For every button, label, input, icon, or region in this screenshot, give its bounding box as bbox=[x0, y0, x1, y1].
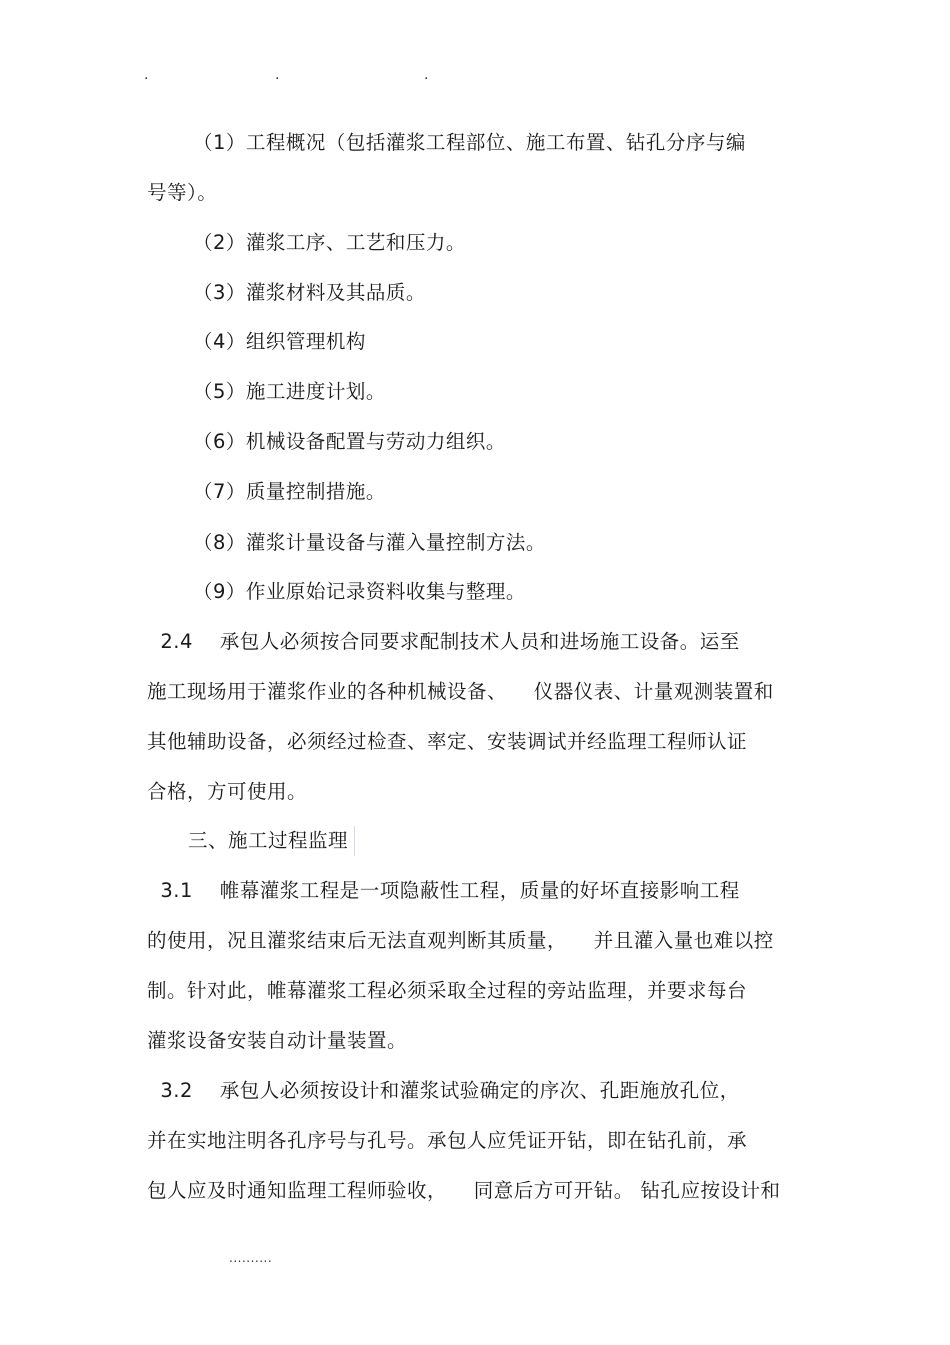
paragraph-3-2-line-2: 并在实地注明各孔序号与孔号。承包人应凭证开钻，即在钻孔前，承 bbox=[147, 1129, 748, 1152]
paragraph-3-1-line-2: 的使用，况且灌浆结束后无法直观判断其质量， 并且灌入量也难以控 bbox=[147, 929, 774, 952]
paragraph-3-1-line-1: 3.1 帷幕灌浆工程是一项隐蔽性工程，质量的好坏直接影响工程 bbox=[147, 879, 740, 902]
paragraph-3-2-line-1: 3.2 承包人必须按设计和灌浆试验确定的序次、孔距施放孔位， bbox=[147, 1079, 740, 1102]
paragraph-3-2-line-3: 包人应及时通知监理工程师验收， 同意后方可开钻。 钻孔应按设计和 bbox=[147, 1179, 781, 1202]
list-item-7: （7）质量控制措施。 bbox=[193, 480, 386, 503]
paragraph-2-4-line-4: 合格，方可使用。 bbox=[147, 780, 308, 803]
header-dot: . bbox=[424, 67, 429, 83]
list-item-1: （1）工程概况（包括灌浆工程部位、施工布置、钻孔分序与编 bbox=[193, 131, 746, 154]
list-item-2: （2）灌浆工序、工艺和压力。 bbox=[193, 231, 466, 254]
header-dot: . bbox=[144, 67, 149, 83]
list-item-9: （9）作业原始记录资料收集与整理。 bbox=[193, 580, 526, 603]
section-heading: 三、施工过程监理 bbox=[182, 826, 355, 856]
list-item-8: （8）灌浆计量设备与灌入量控制方法。 bbox=[193, 531, 546, 554]
paragraph-2-4-line-1: 2.4 承包人必须按合同要求配制技术人员和进场施工设备。运至 bbox=[147, 630, 740, 653]
list-item-1-continuation: 号等）。 bbox=[147, 181, 218, 204]
paragraph-2-4-line-3: 其他辅助设备，必须经过检查、率定、安装调试并经监理工程师认证 bbox=[147, 730, 748, 753]
paragraph-2-4-line-2: 施工现场用于灌浆作业的各种机械设备、 仪器仪表、计量观测装置和 bbox=[147, 680, 774, 703]
footer-dots: .......... bbox=[229, 1251, 273, 1265]
list-item-5: （5）施工进度计划。 bbox=[193, 380, 386, 403]
list-item-3: （3）灌浆材料及其品质。 bbox=[193, 281, 426, 304]
list-item-4: （4）组织管理机构 bbox=[193, 330, 366, 353]
list-item-6: （6）机械设备配置与劳动力组织。 bbox=[193, 430, 506, 453]
paragraph-3-1-line-4: 灌浆设备安装自动计量装置。 bbox=[147, 1029, 408, 1052]
header-dot: . bbox=[275, 67, 280, 83]
paragraph-3-1-line-3: 制。针对此，帷幕灌浆工程必须采取全过程的旁站监理，并要求每台 bbox=[147, 979, 748, 1002]
